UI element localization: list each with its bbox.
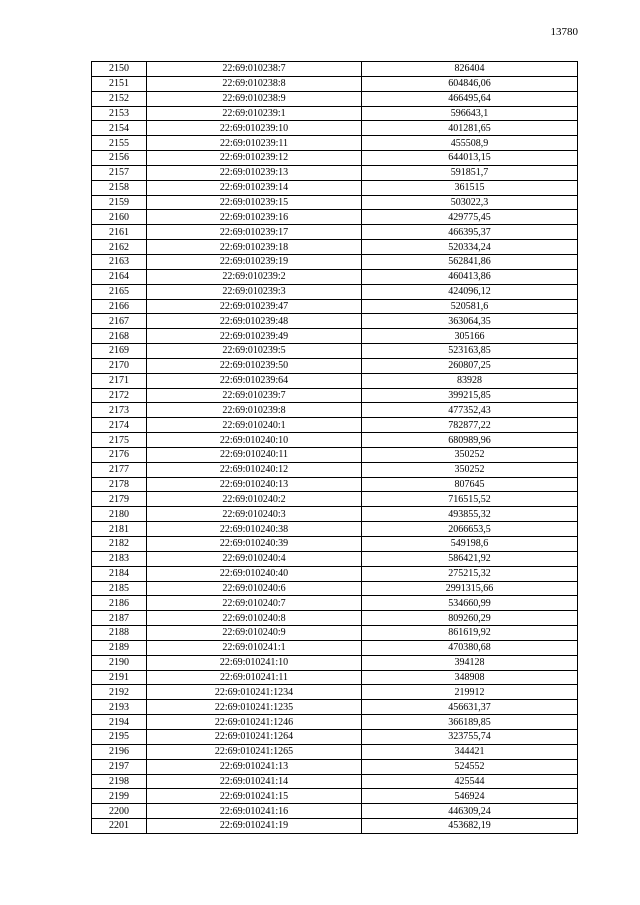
cadastral-number-cell: 22:69:010241:11 <box>147 670 362 685</box>
cadastral-number-cell: 22:69:010239:1 <box>147 106 362 121</box>
value-cell: 562841,86 <box>362 254 578 269</box>
value-cell: 520581,6 <box>362 299 578 314</box>
value-cell: 363064,35 <box>362 314 578 329</box>
table-row <box>92 151 578 166</box>
table-row <box>92 700 578 715</box>
value-cell: 361515 <box>362 180 578 195</box>
row-number-cell: 2158 <box>92 180 147 195</box>
table-row <box>92 744 578 759</box>
cadastral-number-cell: 22:69:010241:14 <box>147 774 362 789</box>
row-number-cell: 2152 <box>92 91 147 106</box>
value-cell: 2066653,5 <box>362 522 578 537</box>
row-number-cell: 2174 <box>92 418 147 433</box>
row-number-cell: 2171 <box>92 373 147 388</box>
cadastral-number-cell: 22:69:010241:16 <box>147 804 362 819</box>
value-cell: 520334,24 <box>362 240 578 255</box>
table-row <box>92 225 578 240</box>
value-cell: 644013,15 <box>362 151 578 166</box>
row-number-cell: 2181 <box>92 522 147 537</box>
table-row <box>92 136 578 151</box>
row-number-cell: 2163 <box>92 254 147 269</box>
value-cell: 466495,64 <box>362 91 578 106</box>
value-cell: 394128 <box>362 655 578 670</box>
value-cell: 586421,92 <box>362 551 578 566</box>
table-row <box>92 774 578 789</box>
table-row <box>92 314 578 329</box>
value-cell: 2991315,66 <box>362 581 578 596</box>
table-row <box>92 269 578 284</box>
value-cell: 453682,19 <box>362 819 578 834</box>
row-number-cell: 2170 <box>92 358 147 373</box>
value-cell: 807645 <box>362 477 578 492</box>
row-number-cell: 2178 <box>92 477 147 492</box>
table-row <box>92 477 578 492</box>
cadastral-number-cell: 22:69:010241:1 <box>147 640 362 655</box>
cadastral-number-cell: 22:69:010241:15 <box>147 789 362 804</box>
cadastral-number-cell: 22:69:010240:3 <box>147 507 362 522</box>
cadastral-number-cell: 22:69:010240:40 <box>147 566 362 581</box>
row-number-cell: 2172 <box>92 388 147 403</box>
value-cell: 460413,86 <box>362 269 578 284</box>
value-cell: 861619,92 <box>362 626 578 641</box>
value-cell: 604846,06 <box>362 76 578 91</box>
row-number-cell: 2151 <box>92 76 147 91</box>
row-number-cell: 2184 <box>92 566 147 581</box>
cadastral-number-cell: 22:69:010239:50 <box>147 358 362 373</box>
row-number-cell: 2199 <box>92 789 147 804</box>
value-cell: 470380,68 <box>362 640 578 655</box>
table-row <box>92 551 578 566</box>
table-row <box>92 447 578 462</box>
cadastral-number-cell: 22:69:010240:2 <box>147 492 362 507</box>
row-number-cell: 2192 <box>92 685 147 700</box>
cadastral-number-cell: 22:69:010239:3 <box>147 284 362 299</box>
table-row <box>92 76 578 91</box>
row-number-cell: 2173 <box>92 403 147 418</box>
data-table <box>91 61 578 834</box>
row-number-cell: 2183 <box>92 551 147 566</box>
row-number-cell: 2157 <box>92 165 147 180</box>
row-number-cell: 2176 <box>92 447 147 462</box>
value-cell: 826404 <box>362 62 578 77</box>
row-number-cell: 2167 <box>92 314 147 329</box>
value-cell: 350252 <box>362 462 578 477</box>
cadastral-number-cell: 22:69:010241:1234 <box>147 685 362 700</box>
cadastral-number-cell: 22:69:010239:10 <box>147 121 362 136</box>
cadastral-number-cell: 22:69:010241:1264 <box>147 729 362 744</box>
value-cell: 348908 <box>362 670 578 685</box>
value-cell: 523163,85 <box>362 344 578 359</box>
cadastral-number-cell: 22:69:010241:1265 <box>147 744 362 759</box>
page-number: 13780 <box>550 26 578 38</box>
value-cell: 524552 <box>362 759 578 774</box>
value-cell: 456631,37 <box>362 700 578 715</box>
table-row <box>92 655 578 670</box>
value-cell: 323755,74 <box>362 729 578 744</box>
cadastral-number-cell: 22:69:010239:12 <box>147 151 362 166</box>
table-row <box>92 566 578 581</box>
row-number-cell: 2179 <box>92 492 147 507</box>
cadastral-number-cell: 22:69:010240:4 <box>147 551 362 566</box>
row-number-cell: 2153 <box>92 106 147 121</box>
cadastral-number-cell: 22:69:010240:12 <box>147 462 362 477</box>
table-row <box>92 522 578 537</box>
cadastral-number-cell: 22:69:010238:7 <box>147 62 362 77</box>
cadastral-number-cell: 22:69:010239:49 <box>147 329 362 344</box>
value-cell: 424096,12 <box>362 284 578 299</box>
table-row <box>92 121 578 136</box>
table-row <box>92 729 578 744</box>
value-cell: 350252 <box>362 447 578 462</box>
row-number-cell: 2180 <box>92 507 147 522</box>
row-number-cell: 2197 <box>92 759 147 774</box>
value-cell: 83928 <box>362 373 578 388</box>
cadastral-number-cell: 22:69:010241:10 <box>147 655 362 670</box>
cadastral-number-cell: 22:69:010238:8 <box>147 76 362 91</box>
row-number-cell: 2175 <box>92 433 147 448</box>
value-cell: 455508,9 <box>362 136 578 151</box>
row-number-cell: 2186 <box>92 596 147 611</box>
cadastral-number-cell: 22:69:010239:7 <box>147 388 362 403</box>
table-row <box>92 106 578 121</box>
cadastral-number-cell: 22:69:010238:9 <box>147 91 362 106</box>
table-row <box>92 388 578 403</box>
table-row <box>92 299 578 314</box>
row-number-cell: 2185 <box>92 581 147 596</box>
cadastral-number-cell: 22:69:010239:2 <box>147 269 362 284</box>
cadastral-number-cell: 22:69:010240:1 <box>147 418 362 433</box>
row-number-cell: 2198 <box>92 774 147 789</box>
cadastral-number-cell: 22:69:010240:10 <box>147 433 362 448</box>
cadastral-number-cell: 22:69:010239:11 <box>147 136 362 151</box>
cadastral-number-cell: 22:69:010241:13 <box>147 759 362 774</box>
table-row <box>92 180 578 195</box>
table-row <box>92 195 578 210</box>
table-row <box>92 62 578 77</box>
table-row <box>92 759 578 774</box>
cadastral-number-cell: 22:69:010239:47 <box>147 299 362 314</box>
table-row <box>92 492 578 507</box>
table-row <box>92 596 578 611</box>
value-cell: 716515,52 <box>362 492 578 507</box>
row-number-cell: 2191 <box>92 670 147 685</box>
table-row <box>92 358 578 373</box>
value-cell: 466395,37 <box>362 225 578 240</box>
table-row <box>92 611 578 626</box>
cadastral-number-cell: 22:69:010239:19 <box>147 254 362 269</box>
table-row <box>92 165 578 180</box>
table-row <box>92 210 578 225</box>
value-cell: 549198,6 <box>362 537 578 552</box>
row-number-cell: 2169 <box>92 344 147 359</box>
row-number-cell: 2156 <box>92 151 147 166</box>
cadastral-number-cell: 22:69:010240:11 <box>147 447 362 462</box>
table-row <box>92 715 578 730</box>
value-cell: 477352,43 <box>362 403 578 418</box>
cadastral-number-cell: 22:69:010239:18 <box>147 240 362 255</box>
table-row <box>92 507 578 522</box>
row-number-cell: 2166 <box>92 299 147 314</box>
cadastral-number-cell: 22:69:010239:17 <box>147 225 362 240</box>
value-cell: 366189,85 <box>362 715 578 730</box>
table-row <box>92 581 578 596</box>
cadastral-number-cell: 22:69:010239:48 <box>147 314 362 329</box>
cadastral-number-cell: 22:69:010239:13 <box>147 165 362 180</box>
cadastral-number-cell: 22:69:010240:6 <box>147 581 362 596</box>
row-number-cell: 2188 <box>92 626 147 641</box>
cadastral-number-cell: 22:69:010240:7 <box>147 596 362 611</box>
table-row <box>92 240 578 255</box>
table-row <box>92 373 578 388</box>
value-cell: 275215,32 <box>362 566 578 581</box>
value-cell: 493855,32 <box>362 507 578 522</box>
table-row <box>92 804 578 819</box>
table-row <box>92 789 578 804</box>
value-cell: 546924 <box>362 789 578 804</box>
row-number-cell: 2155 <box>92 136 147 151</box>
value-cell: 591851,7 <box>362 165 578 180</box>
value-cell: 534660,99 <box>362 596 578 611</box>
cadastral-number-cell: 22:69:010241:1246 <box>147 715 362 730</box>
table-row <box>92 685 578 700</box>
value-cell: 596643,1 <box>362 106 578 121</box>
table-row <box>92 626 578 641</box>
row-number-cell: 2196 <box>92 744 147 759</box>
row-number-cell: 2177 <box>92 462 147 477</box>
row-number-cell: 2195 <box>92 729 147 744</box>
row-number-cell: 2201 <box>92 819 147 834</box>
table-body <box>92 62 578 834</box>
row-number-cell: 2190 <box>92 655 147 670</box>
value-cell: 399215,85 <box>362 388 578 403</box>
row-number-cell: 2168 <box>92 329 147 344</box>
value-cell: 219912 <box>362 685 578 700</box>
row-number-cell: 2161 <box>92 225 147 240</box>
row-number-cell: 2200 <box>92 804 147 819</box>
table-row <box>92 537 578 552</box>
row-number-cell: 2162 <box>92 240 147 255</box>
table-row <box>92 403 578 418</box>
table-row <box>92 819 578 834</box>
table-row <box>92 254 578 269</box>
row-number-cell: 2159 <box>92 195 147 210</box>
value-cell: 503022,3 <box>362 195 578 210</box>
row-number-cell: 2194 <box>92 715 147 730</box>
cadastral-number-cell: 22:69:010240:13 <box>147 477 362 492</box>
value-cell: 425544 <box>362 774 578 789</box>
row-number-cell: 2150 <box>92 62 147 77</box>
row-number-cell: 2164 <box>92 269 147 284</box>
cadastral-number-cell: 22:69:010239:64 <box>147 373 362 388</box>
value-cell: 782877,22 <box>362 418 578 433</box>
value-cell: 401281,65 <box>362 121 578 136</box>
cadastral-number-cell: 22:69:010240:39 <box>147 537 362 552</box>
cadastral-number-cell: 22:69:010240:8 <box>147 611 362 626</box>
value-cell: 260807,25 <box>362 358 578 373</box>
row-number-cell: 2160 <box>92 210 147 225</box>
table-row <box>92 344 578 359</box>
value-cell: 429775,45 <box>362 210 578 225</box>
cadastral-number-cell: 22:69:010241:19 <box>147 819 362 834</box>
value-cell: 305166 <box>362 329 578 344</box>
row-number-cell: 2189 <box>92 640 147 655</box>
table-row <box>92 284 578 299</box>
value-cell: 680989,96 <box>362 433 578 448</box>
table-row <box>92 462 578 477</box>
value-cell: 446309,24 <box>362 804 578 819</box>
row-number-cell: 2154 <box>92 121 147 136</box>
cadastral-number-cell: 22:69:010239:14 <box>147 180 362 195</box>
table-row <box>92 670 578 685</box>
row-number-cell: 2165 <box>92 284 147 299</box>
cadastral-number-cell: 22:69:010239:8 <box>147 403 362 418</box>
table-row <box>92 433 578 448</box>
cadastral-number-cell: 22:69:010240:38 <box>147 522 362 537</box>
row-number-cell: 2187 <box>92 611 147 626</box>
cadastral-number-cell: 22:69:010240:9 <box>147 626 362 641</box>
table-row <box>92 329 578 344</box>
table-row <box>92 640 578 655</box>
cadastral-number-cell: 22:69:010241:1235 <box>147 700 362 715</box>
cadastral-number-cell: 22:69:010239:5 <box>147 344 362 359</box>
cadastral-number-cell: 22:69:010239:16 <box>147 210 362 225</box>
value-cell: 344421 <box>362 744 578 759</box>
row-number-cell: 2182 <box>92 537 147 552</box>
table-row <box>92 91 578 106</box>
cadastral-number-cell: 22:69:010239:15 <box>147 195 362 210</box>
table-row <box>92 418 578 433</box>
value-cell: 809260,29 <box>362 611 578 626</box>
row-number-cell: 2193 <box>92 700 147 715</box>
